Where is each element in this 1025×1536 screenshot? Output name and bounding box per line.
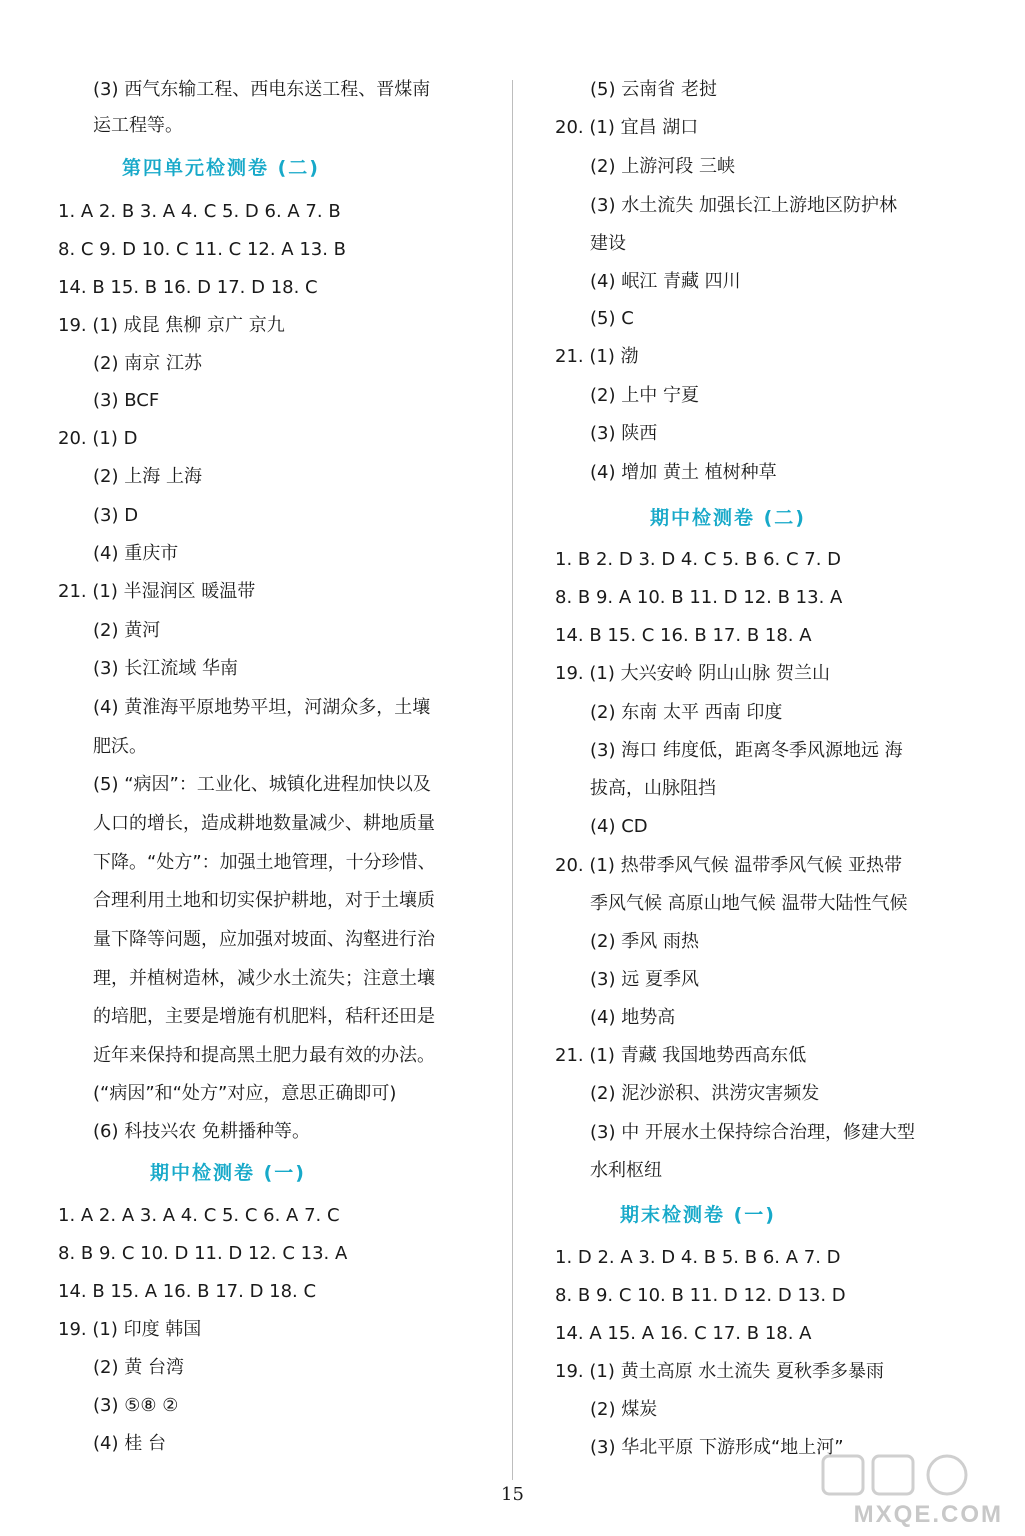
answer-line: (3) ⑤⑧ ②: [93, 1395, 179, 1416]
answer-line: (“病因”和“处方”对应，意思正确即可): [93, 1083, 397, 1104]
answer-line: 水利枢纽: [590, 1160, 662, 1181]
answer-line: 1. B 2. D 3. D 4. C 5. B 6. C 7. D: [555, 549, 842, 570]
answer-line: (3) BCF: [93, 390, 160, 411]
answer-line: (4) 重庆市: [93, 543, 179, 564]
answer-line: (4) 地势高: [590, 1007, 676, 1028]
answer-line: 19. (1) 印度 韩国: [58, 1319, 202, 1340]
answer-line: (2) 上中 宁夏: [590, 385, 699, 406]
watermark-logo: [817, 1452, 1007, 1528]
answer-line: 21. (1) 青藏 我国地势西高东低: [555, 1045, 807, 1066]
answer-line: 人口的增长，造成耕地数量减少、耕地质量: [93, 813, 435, 834]
answer-line: 14. A 15. A 16. C 17. B 18. A: [555, 1323, 812, 1344]
answer-line: 20. (1) 宜昌 湖口: [555, 117, 699, 138]
answer-line: (2) 上游河段 三峡: [590, 156, 735, 177]
answer-line: (3) 陕西: [590, 423, 658, 444]
answer-line: (4) 增加 黄土 植树种草: [590, 462, 777, 483]
answer-line: 20. (1) 热带季风气候 温带季风气候 亚热带: [555, 855, 903, 876]
page-number: 15: [501, 1484, 524, 1505]
answer-line: 8. C 9. D 10. C 11. C 12. A 13. B: [58, 239, 347, 260]
answer-line: (2) 泥沙淤积、洪涝灾害频发: [590, 1083, 820, 1104]
answer-line: 运工程等。: [93, 115, 183, 136]
answer-line: (4) 黄淮海平原地势平坦，河湖众多，土壤: [93, 697, 431, 718]
answer-line: (2) 煤炭: [590, 1399, 658, 1420]
answer-line: 理，并植树造林，减少水土流失；注意土壤: [93, 968, 435, 989]
answer-line: 拔高，山脉阻挡: [590, 778, 716, 799]
section-heading: 期中检测卷 (一): [150, 1162, 306, 1184]
answer-line: 21. (1) 渤: [555, 346, 639, 367]
section-heading: 第四单元检测卷 (二): [122, 157, 320, 179]
answer-line: (3) 海口 纬度低，距离冬季风源地远 海: [590, 740, 903, 761]
answer-line: (2) 黄 台湾: [93, 1357, 184, 1378]
section-heading: 期末检测卷 (一): [620, 1204, 776, 1226]
answer-line: (4) CD: [590, 816, 648, 837]
answer-line: 1. A 2. A 3. A 4. C 5. C 6. A 7. C: [58, 1205, 340, 1226]
section-heading: 期中检测卷 (二): [650, 507, 806, 529]
answer-line: (2) 上海 上海: [93, 466, 202, 487]
answer-line: 近年来保持和提高黑土肥力最有效的办法。: [93, 1045, 435, 1066]
answer-line: (3) 水土流失 加强长江上游地区防护林: [590, 195, 897, 216]
answer-line: (6) 科技兴农 免耕播种等。: [93, 1121, 310, 1142]
answer-line: 合理利用土地和切实保护耕地，对于土壤质: [93, 890, 435, 911]
answer-line: 19. (1) 大兴安岭 阴山山脉 贺兰山: [555, 663, 831, 684]
answer-line: 8. B 9. C 10. B 11. D 12. D 13. D: [555, 1285, 846, 1306]
answer-line: 下降。“处方”：加强土地管理，十分珍惜、: [93, 852, 436, 873]
answer-line: 8. B 9. C 10. D 11. D 12. C 13. A: [58, 1243, 348, 1264]
answer-line: 19. (1) 成昆 焦柳 京广 京九: [58, 315, 285, 336]
answer-line: 建设: [590, 233, 626, 254]
answer-line: (3) 华北平原 下游形成“地上河”: [590, 1437, 844, 1458]
answer-line: (2) 黄河: [93, 620, 161, 641]
answer-line: (3) 西气东输工程、西电东送工程、晋煤南: [93, 79, 431, 100]
answer-line: (5) “病因”：工业化、城镇化进程加快以及: [93, 774, 431, 795]
answer-line: (4) 桂 台: [93, 1433, 166, 1454]
answer-line: 14. B 15. B 16. D 17. D 18. C: [58, 277, 318, 298]
answer-line: (3) 中 开展水土保持综合治理，修建大型: [590, 1122, 915, 1143]
answer-line: 1. D 2. A 3. D 4. B 5. B 6. A 7. D: [555, 1247, 841, 1268]
answer-line: (3) 长江流域 华南: [93, 658, 238, 679]
answer-line: (2) 东南 太平 西南 印度: [590, 702, 783, 723]
answer-line: (5) 云南省 老挝: [590, 79, 717, 100]
answer-line: 14. B 15. C 16. B 17. B 18. A: [555, 625, 812, 646]
answer-line: 19. (1) 黄土高原 水土流失 夏秋季多暴雨: [555, 1361, 885, 1382]
answer-line: 1. A 2. B 3. A 4. C 5. D 6. A 7. B: [58, 201, 341, 222]
answer-line: (2) 季风 雨热: [590, 931, 699, 952]
answer-line: 20. (1) D: [58, 428, 138, 449]
answer-line: 量下降等问题，应加强对坡面、沟壑进行治: [93, 929, 435, 950]
answer-line: 14. B 15. A 16. B 17. D 18. C: [58, 1281, 317, 1302]
svg-text:MXQE.COM: MXQE.COM: [853, 1501, 1003, 1528]
answer-line: 季风气候 高原山地气候 温带大陆性气候: [590, 893, 908, 914]
answer-line: (2) 南京 江苏: [93, 353, 202, 374]
answer-line: (3) 远 夏季风: [590, 969, 699, 990]
answer-line: 21. (1) 半湿润区 暖温带: [58, 581, 256, 602]
answer-line: (5) C: [590, 308, 634, 329]
answer-line: (4) 岷江 青藏 四川: [590, 271, 741, 292]
answer-line: 8. B 9. A 10. B 11. D 12. B 13. A: [555, 587, 843, 608]
answer-line: 肥沃。: [93, 736, 147, 757]
column-divider: [512, 80, 513, 1480]
answer-line: 的培肥，主要是增施有机肥料，秸秆还田是: [93, 1006, 435, 1027]
answer-line: (3) D: [93, 505, 139, 526]
